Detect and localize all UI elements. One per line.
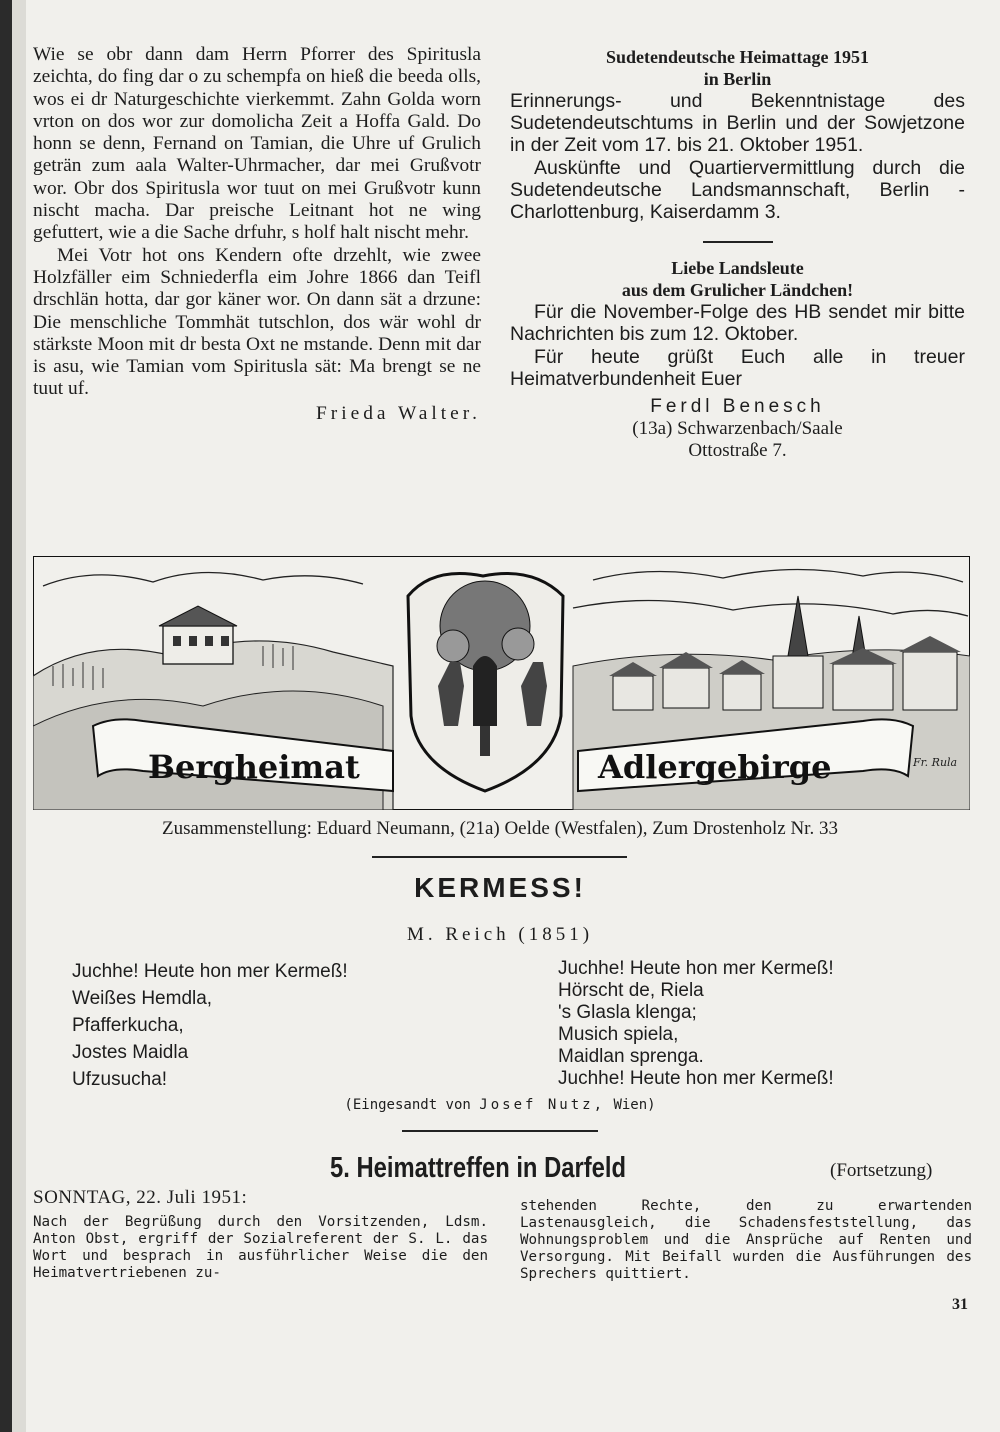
dialect-story-column — [33, 44, 481, 425]
contributor-suffix: Wien) — [613, 1097, 656, 1113]
notice-signature-address-2: Ottostraße 7. — [688, 440, 787, 462]
poem-divider — [402, 1130, 598, 1132]
continuation-label: (Fortsetzung) — [830, 1160, 933, 1181]
notice-signature-name: Ferdl Benesch — [650, 396, 825, 418]
meeting-text-left: Nach der Begrüßung durch den Vorsitzenden, Ldsm. Anton Obst, ergriff der Sozialreferent der S. L. das Wort und besprach in ausführlicher Weise die den Heimatvertriebenen zu- — [33, 1214, 488, 1281]
notice-paragraph-2: Für heute grüßt Euch alle in treuer Heimatverbundenheit Euer — [510, 345, 965, 390]
poem-line: Ufzusucha! — [72, 1069, 168, 1090]
poem-right-stanza — [558, 958, 834, 1090]
meeting-date-heading: SONNTAG, 22. Juli 1951: — [33, 1187, 248, 1208]
poem-line: Pfafferkucha, — [72, 1015, 184, 1036]
kermess-author: M. Reich (1851) — [406, 924, 594, 945]
ribbon-text-left: Bergheimat — [148, 748, 360, 786]
heimattage-paragraph-2: Auskünfte und Quartiervermittlung durch die Sudetendeutsche Landsmannschaft, Berlin - Charlottenburg, Kaiserdamm 3. — [510, 156, 965, 224]
heimattage-headline-1: Sudetendeutsche Heimattage 1951 — [606, 47, 869, 67]
notice-headline-2: aus dem Grulicher Ländchen! — [621, 280, 854, 301]
kermess-title: KERMESS! — [414, 872, 586, 903]
ribbon-text-right: Adlergebirge — [598, 748, 832, 786]
poem-line: Musich spiela, — [558, 1024, 679, 1045]
devil-figure — [473, 656, 497, 726]
credit-divider — [372, 856, 627, 858]
contributor-name: Josef Nutz, — [479, 1097, 605, 1113]
meeting-text-right: stehenden Rechte, den zu erwartenden Lastenausgleich, die Schadensfeststellung, das Wohnungsproblem und die Ansprüche auf Renten und Versorgung. Mit Beifall wurden die Ausführungen des Sprechers quittiert. — [520, 1198, 972, 1282]
poem-line: 's Glasla klenga; — [558, 1002, 697, 1023]
story-author: Frieda Walter. — [315, 402, 481, 424]
notice-signature-address-1: (13a) Schwarzenbach/Saale — [632, 418, 843, 440]
poem-line: Juchhe! Heute hon mer Kermeß! — [72, 961, 348, 982]
notice-headline-1: Liebe Landsleute — [671, 258, 804, 279]
story-paragraph-1: Wie se obr dann dam Herrn Pforrer des Spiritusla zeichta, do fing dar o zu schempfa on hieß die beeda olls, wos ei dr Naturgeschichte vierkemmt. Zahn Golda worn vrton on dos wor zur domolicha Zeit a Hoffa Gald. Do honn se denn, Fernand on Tamian, die Uhre uf Grulich geträn zum aala Walter-Uhrmacher, dar mei Grußvotr wor. Obr dos Spiritusla wor tuut on mei Grußvotr kunn nischt macha. Dar preische Leitnant hot ne wing gefuttert, wie a die Sache drfuhr, s holf halt nischt mehr. — [33, 44, 481, 244]
adlergebirge-banner — [33, 556, 970, 810]
poem-line: Weißes Hemdla, — [72, 988, 213, 1009]
contributor-prefix: (Eingesandt von — [344, 1097, 471, 1113]
heimattage-paragraph-1: Erinnerungs- und Bekenntnistage des Sudetendeutschtums in Berlin und der Sowjetzone in der Zeit vom 17. bis 21. Oktober 1951. — [510, 90, 965, 157]
heimattage-headline-2: in Berlin — [703, 69, 772, 89]
book-binding-edge — [0, 0, 12, 1432]
page-number: 31 — [952, 1296, 968, 1313]
poem-line: Jostes Maidla — [72, 1042, 189, 1063]
artist-signature: Fr. Rula — [913, 756, 958, 769]
page-gutter — [12, 0, 26, 1432]
meeting-title: 5. Heimattreffen in Darfeld — [330, 1152, 627, 1184]
poem-line: Maidlan sprenga. — [558, 1046, 704, 1067]
poem-contributor — [0, 1097, 1000, 1113]
poem-left-stanza — [72, 958, 348, 1093]
section-divider — [703, 241, 773, 243]
notice-paragraph-1: Für die November-Folge des HB sendet mir bitte Nachrichten bis zum 12. Oktober. — [510, 301, 965, 346]
banner-illustration — [33, 556, 970, 810]
poem-line: Hörscht de, Riela — [558, 980, 704, 1001]
compilation-credit: Zusammenstellung: Eduard Neumann, (21a) Oelde (Westfalen), Zum Drostenholz Nr. 33 — [162, 818, 838, 839]
poem-line: Juchhe! Heute hon mer Kermeß! — [558, 958, 834, 979]
announcements-column — [510, 46, 965, 463]
poem-line: Juchhe! Heute hon mer Kermeß! — [558, 1068, 834, 1089]
coat-of-arms-shield — [408, 574, 563, 792]
story-paragraph-2: Mei Votr hot ons Kendern ofte drzehlt, wie zwee Holzfäller eim Schniederfla eim Johre 1866 dan Teifl drschlän hotta, dar gor käner wor. On dann sät a drzune: Die menschliche Tommhät tutschlon, dos wär wohl dr stärkste Moon mit dr besta Oxt ne mstande. Denn mit dar is asu, wie Tamian vom Spiritusla sät: Ma brengt se ne tuut uf. — [33, 244, 481, 400]
